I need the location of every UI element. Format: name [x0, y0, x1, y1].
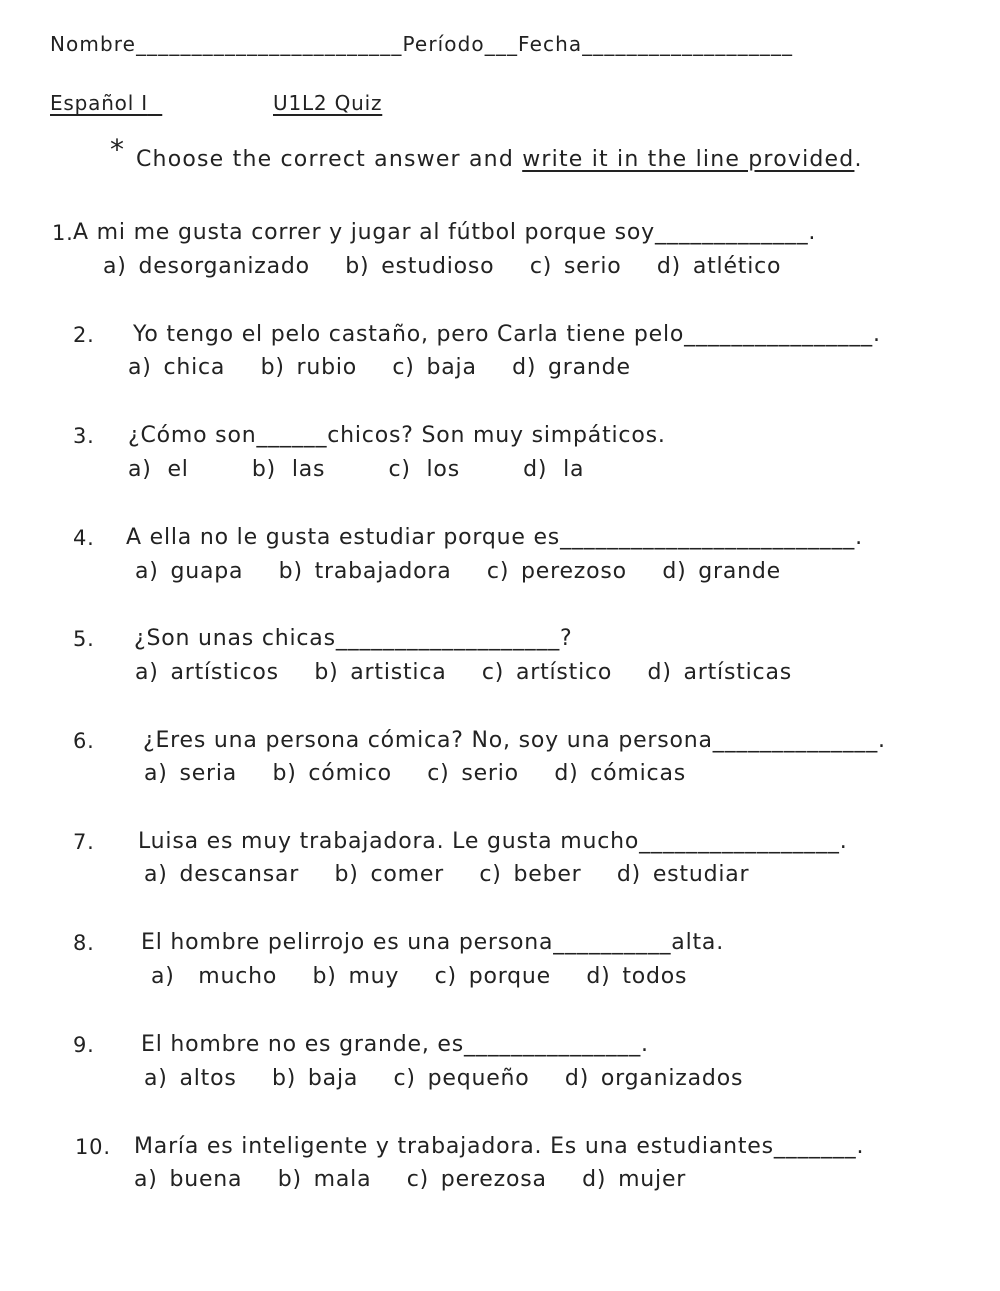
question-8-options: a) mucho b) muy c) porque d) todos: [151, 964, 688, 989]
instructions: [136, 146, 863, 174]
question-5-options: a) artísticos b) artistica c) artístico d) artísticas: [135, 660, 792, 685]
course-label: Español I: [50, 91, 148, 115]
name-period-date-line: Nombre________________________Período___Fecha___________________: [50, 32, 794, 56]
question-4-options: a) guapa b) trabajadora c) perezoso d) grande: [135, 559, 781, 584]
question-9-text: El hombre no es grande, es_______________.: [141, 1032, 649, 1057]
question-1-options: a) desorganizado b) estudioso c) serio d) atlético: [103, 254, 782, 279]
question-1-number: 1.: [52, 221, 74, 245]
question-2-text: Yo tengo el pelo castaño, pero Carla tiene pelo________________.: [133, 322, 881, 347]
question-9-options: a) altos b) baja c) pequeño d) organizados: [144, 1066, 744, 1091]
instructions-text: Choose the correct answer and: [136, 147, 523, 172]
question-3-text: ¿Cómo son______chicos? Son muy simpáticos.: [128, 423, 666, 448]
question-7-options: a) descansar b) comer c) beber d) estudiar: [144, 862, 750, 887]
quiz-title: U1L2 Quiz: [273, 91, 383, 115]
question-3-number: 3.: [73, 424, 95, 448]
question-8-number: 8.: [73, 931, 95, 955]
question-10-number: 10.: [75, 1135, 111, 1159]
question-10-options: a) buena b) mala c) perezosa d) mujer: [134, 1167, 687, 1192]
question-2-options: a) chica b) rubio c) baja d) grande: [128, 355, 631, 380]
question-7-text: Luisa es muy trabajadora. Le gusta mucho_________________.: [138, 829, 848, 854]
instruction-star: *: [110, 133, 125, 166]
question-1-text: A mi me gusta correr y jugar al fútbol porque soy_____________.: [73, 220, 817, 245]
instructions-period: .: [854, 147, 863, 172]
question-7-number: 7.: [73, 830, 95, 854]
question-4-number: 4.: [73, 526, 95, 550]
question-10-text: María es inteligente y trabajadora. Es una estudiantes_______.: [134, 1134, 865, 1159]
question-5-number: 5.: [73, 627, 95, 651]
question-6-text: ¿Eres una persona cómica? No, soy una persona______________.: [143, 728, 886, 753]
question-2-number: 2.: [73, 323, 95, 347]
question-5-text: ¿Son unas chicas___________________?: [134, 626, 573, 651]
question-6-number: 6.: [73, 729, 95, 753]
question-4-text: A ella no le gusta estudiar porque es_________________________.: [126, 525, 863, 550]
question-3-options: a) el b) las c) los d) la: [128, 457, 585, 482]
question-9-number: 9.: [73, 1033, 95, 1057]
question-8-text: El hombre pelirrojo es una persona__________alta.: [141, 930, 725, 955]
instructions-underlined: write it in the line provided: [522, 147, 855, 172]
question-6-options: a) seria b) cómico c) serio d) cómicas: [144, 761, 686, 786]
